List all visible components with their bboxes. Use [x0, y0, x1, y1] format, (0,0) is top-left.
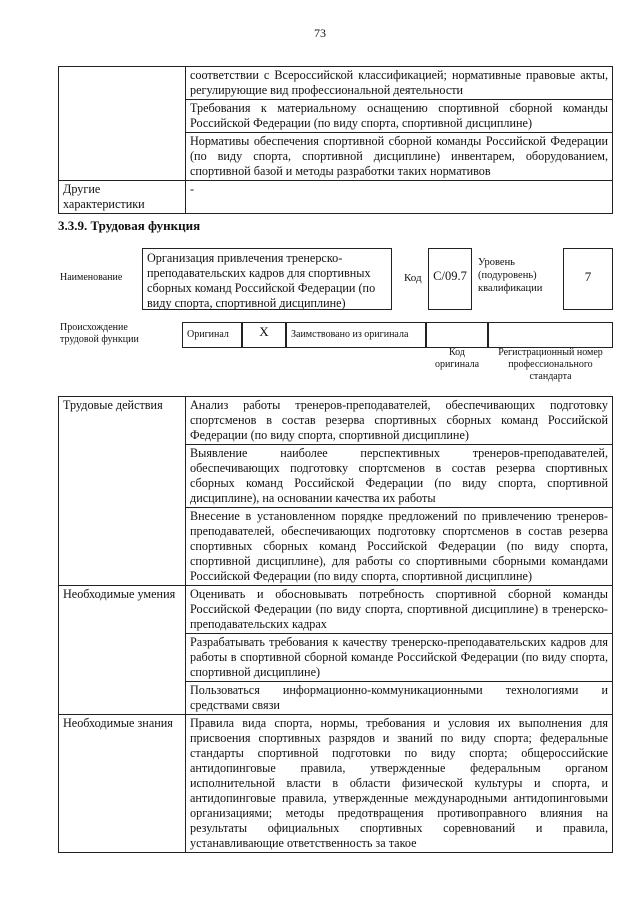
code-original-cell	[426, 322, 488, 348]
name-label: Наименование	[60, 272, 123, 283]
table-cell: Нормативы обеспечения спортивной сборной команды Российской Федерации (по виду спорта, спортивной дисциплине) инвентарем, оборудованием, спортивной базой и методы разработки таких нормативов	[186, 133, 613, 181]
table-cell: Внесение в установленном порядке предложений по привлечению тренеров-преподавателей, обеспечивающих подготовку спортсменов в состав резерва спортивных сборных команд Российской Федерации (по виду спорта, спортивной дисциплине), для работы со спортивными сборными командами Российской Федерации (по виду спорта, спортивной дисциплине)	[186, 508, 613, 586]
borrowed-label: Заимствовано из оригинала	[286, 322, 426, 348]
code-original-caption: Код оригинала	[434, 347, 480, 370]
table-cell: Разрабатывать требования к качеству тренерско-преподавательских кадров для работы в спортивной сборной команде Российской Федерации (по виду спорта, спортивной дисциплине)	[186, 634, 613, 682]
table-row	[59, 67, 613, 100]
continuation-table	[58, 66, 613, 214]
row-label: Другие характеристики	[59, 181, 186, 214]
reg-number-caption: Регистрационный номер профессионального стандарта	[498, 347, 603, 382]
table-row	[59, 181, 613, 214]
table-cell: Правила вида спорта, нормы, требования и условия их выполнения для присвоения спортивных разрядов и званий по виду спорта; федеральные стандарты спортивной подготовки по виду спорта; общероссийские антидопинговые правила, утвержденные федеральным органом исполнительной власти в области физической культуры и спорта, и антидопинговые правила, утвержденные международными антидопинговыми организациями; методы предотвращения противоправного влияния на результаты официальных спортивных соревнований и правила, устанавливающие ответственность за такое	[186, 715, 613, 853]
table-cell: Пользоваться информационно-коммуникационными технологиями и средствами связи	[186, 682, 613, 715]
table-cell: соответствии с Всероссийской классификацией; нормативные правовые акты, регулирующие вид профессиональной деятельности	[186, 67, 613, 100]
row-label-empty	[59, 67, 186, 181]
page-number: 73	[314, 26, 326, 40]
group-label-actions: Трудовые действия	[59, 397, 186, 586]
table-cell: -	[186, 181, 613, 214]
function-details-table	[58, 396, 613, 853]
section-title: 3.3.9. Трудовая функция	[58, 218, 201, 233]
table-cell: Требования к материальному оснащению спортивной сборной команды Российской Федерации (по виду спорта, спортивной дисциплине)	[186, 100, 613, 133]
table-row	[59, 586, 613, 634]
code-label: Код	[404, 272, 422, 284]
table-row	[59, 715, 613, 853]
group-label-knowledge: Необходимые знания	[59, 715, 186, 853]
qualification-level: 7	[563, 248, 613, 310]
level-label: Уровень (подуровень) квалификации	[478, 257, 543, 294]
table-cell: Выявление наиболее перспективных тренеров-преподавателей, обеспечивающих подготовку спортсменов в состав резерва спортивных сборных команд Российской Федерации (по виду спорта, спортивной дисциплине), на основании качества их работы	[186, 445, 613, 508]
table-row	[59, 397, 613, 445]
function-name: Организация привлечения тренерско-преподавательских кадров для спортивных сборных команд Российской Федерации (по виду спорта, спортивной дисциплине)	[142, 248, 392, 310]
table-cell: Анализ работы тренеров-преподавателей, обеспечивающих подготовку спортсменов в состав резерва спортивных сборных команд Российской Федерации (по виду спорта, спортивной дисциплине)	[186, 397, 613, 445]
original-mark: X	[242, 322, 286, 348]
reg-number-cell	[488, 322, 613, 348]
table-cell: Оценивать и обосновывать потребность спортивной сборной команды Российской Федерации (по виду спорта, спортивной дисциплине) в тренерско-преподавательских кадрах	[186, 586, 613, 634]
function-code: C/09.7	[428, 248, 472, 310]
original-label: Оригинал	[182, 322, 242, 348]
group-label-skills: Необходимые умения	[59, 586, 186, 715]
origin-label: Происхождение трудовой функции	[60, 322, 139, 345]
